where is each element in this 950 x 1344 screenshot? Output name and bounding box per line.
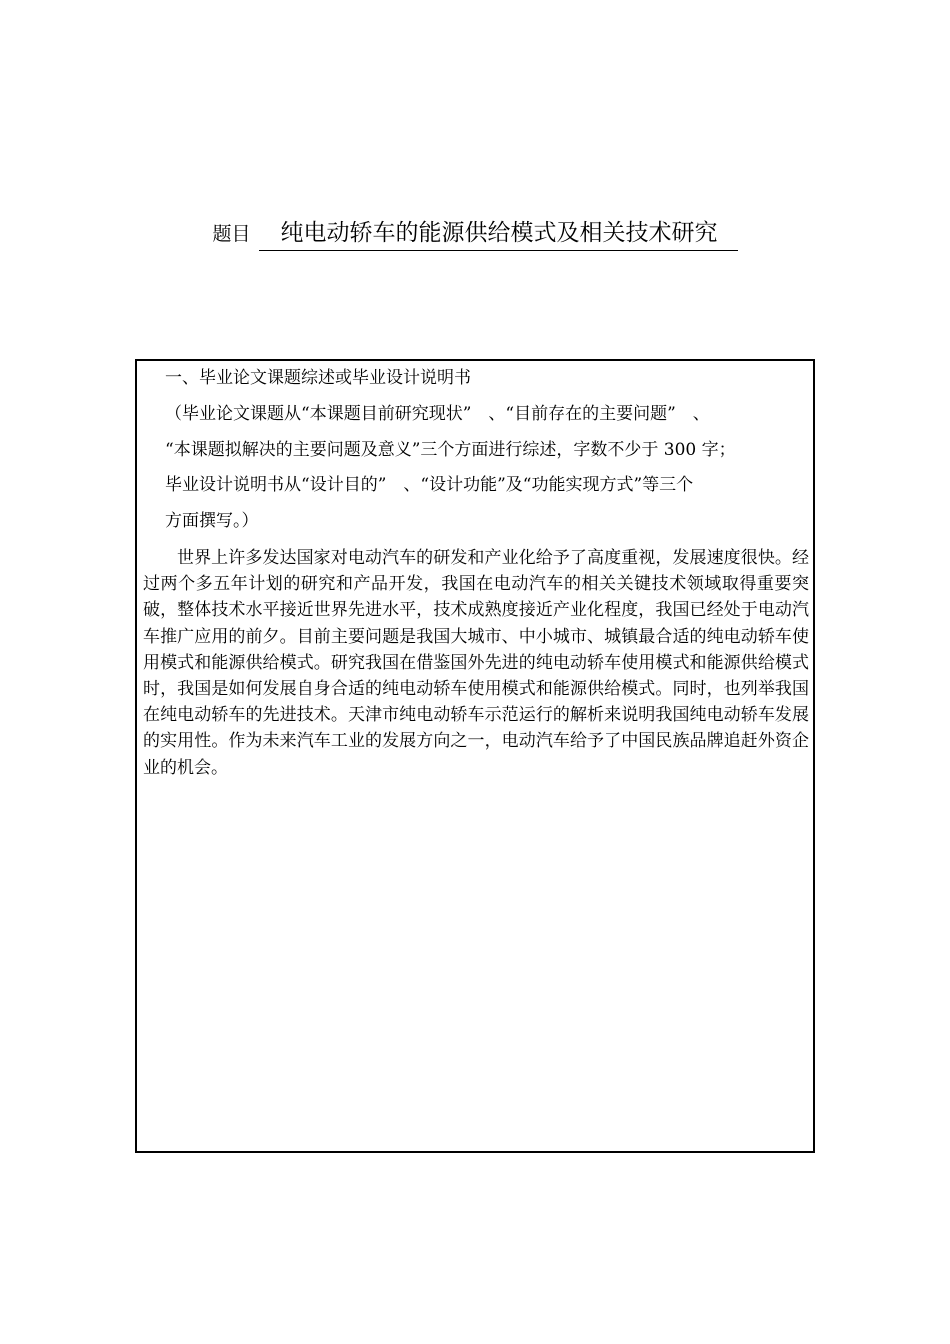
instructions-block [165,397,811,539]
title-row [0,216,950,251]
body-paragraph: 世界上许多发达国家对电动汽车的研发和产业化给予了高度重视，发展速度很快。经过两个多五年计划的研究和产品开发，我国在电动汽车的相关关键技术领域取得重要突破，整体技术水平接近世界先进水平，技术成熟度接近产业化程度，我国已经处于电动汽车推广应用的前夕。目前主要问题是我国大城市、中小城市、城镇最合适的纯电动轿车使用模式和能源供给模式。研究我国在借鉴国外先进的纯电动轿车使用模式和能源供给模式时，我国是如何发展自身合适的纯电动轿车使用模式和能源供给模式。同时，也列举我国在纯电动轿车的先进技术。天津市纯电动轿车示范运行的解析来说明我国纯电动轿车发展的实用性。作为未来汽车工业的发展方向之一，电动汽车给予了中国民族品牌追赶外资企业的机会。 [143,548,809,778]
section-heading: 一、毕业论文课题综述或毕业设计说明书 [165,368,471,388]
content-box [135,359,815,1153]
instruction-line: “本课题拟解决的主要问题及意义”三个方面进行综述，字数不少于 300 字； [165,439,736,460]
instruction-line: （毕业论文课题从“本课题目前研究现状” 、“目前存在的主要问题” 、 [165,404,710,424]
title-label: 题目 [212,223,251,245]
page-title: 纯电动轿车的能源供给模式及相关技术研究 [259,216,738,251]
instruction-line: 方面撰写。） [165,510,259,531]
instruction-line: 毕业设计说明书从“设计目的” 、“设计功能”及“功能实现方式”等三个 [165,475,694,495]
